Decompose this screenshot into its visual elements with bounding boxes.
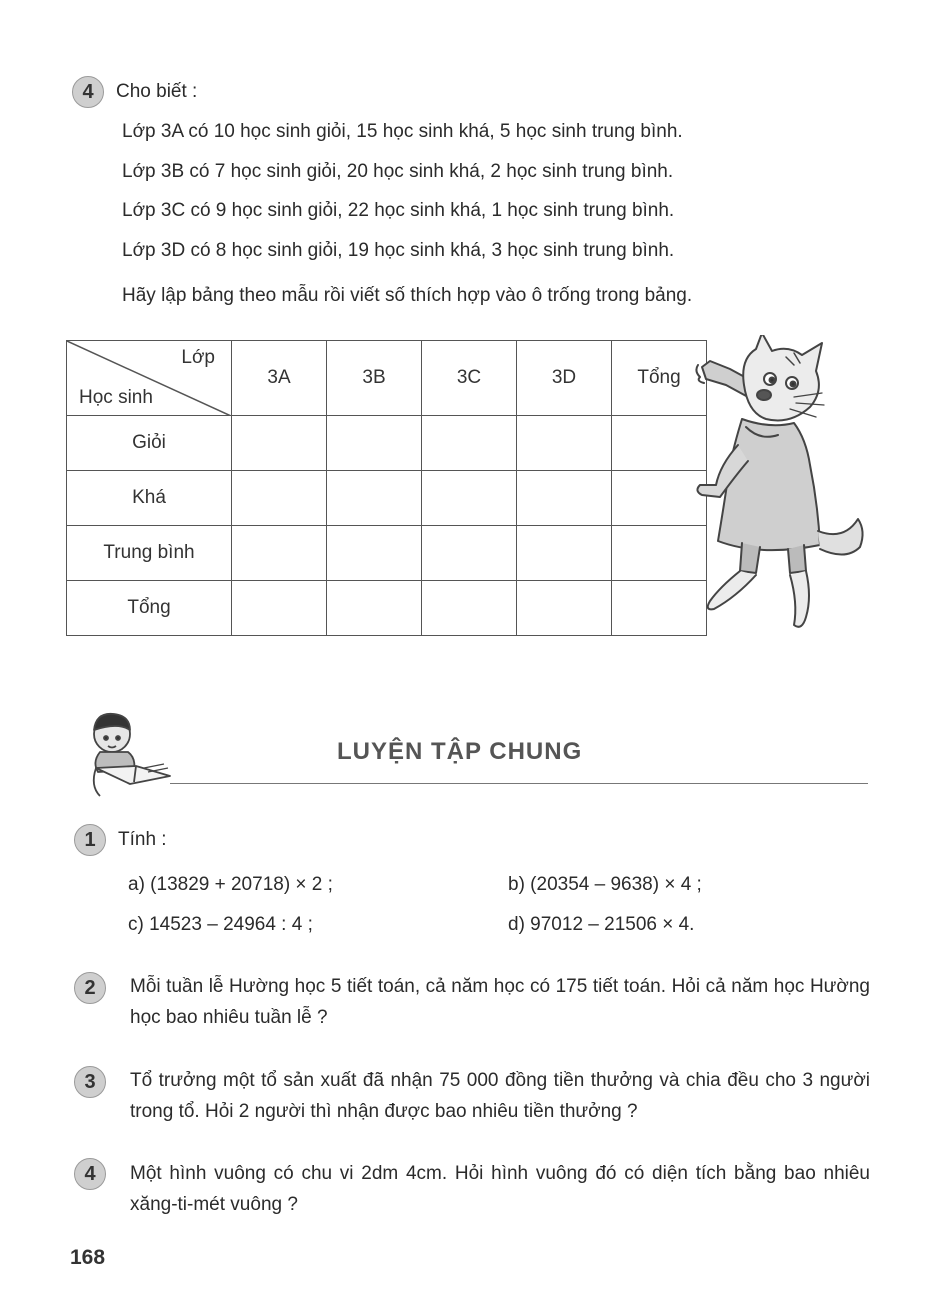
row-header-tong: Tổng	[67, 581, 232, 636]
column-header-total: Tổng	[612, 341, 707, 416]
exercise-4b-number: 4	[84, 1162, 96, 1185]
exercise-1-number: 1	[84, 828, 96, 851]
table-cell	[327, 471, 422, 526]
exercise-4-line-3b: Lớp 3B có 7 học sinh giỏi, 20 học sinh khá, 2 học sinh trung bình.	[122, 161, 674, 182]
table-cell	[517, 581, 612, 636]
exercise-1-label: Tính :	[118, 829, 167, 850]
exercise-1-badge	[74, 824, 106, 856]
exercise-4-line-3c: Lớp 3C có 9 học sinh giỏi, 22 học sinh khá, 1 học sinh trung bình.	[122, 200, 675, 221]
table-row	[67, 471, 707, 526]
row-header-gioi: Giỏi	[67, 416, 232, 471]
table-cell	[422, 581, 517, 636]
table-cell	[517, 526, 612, 581]
corner-label-students: Học sinh	[79, 387, 153, 408]
table-cell	[232, 581, 327, 636]
exercise-3-text: Tổ trưởng một tổ sản xuất đã nhận 75 000 đồng tiền thưởng và chia đều cho 3 người trong tổ. Hỏi 2 người thì nhận được bao nhiêu tiền thưởng ?	[130, 1070, 870, 1122]
column-header-3d: 3D	[517, 341, 612, 416]
exercise-4-intro: Cho biết :	[116, 81, 198, 102]
table-corner-cell	[67, 341, 232, 416]
section-title: LUYỆN TẬP CHUNG	[337, 738, 583, 765]
column-header-3c: 3C	[422, 341, 517, 416]
exercise-2-text: Mỗi tuần lễ Hường học 5 tiết toán, cả năm học có 175 tiết toán. Hỏi cả năm học Hường học bao nhiêu tuần lễ ?	[130, 976, 870, 1028]
table-cell	[517, 471, 612, 526]
table-row	[67, 416, 707, 471]
table-row	[67, 581, 707, 636]
row-header-kha: Khá	[67, 471, 232, 526]
column-header-3b: 3B	[327, 341, 422, 416]
table-cell	[327, 526, 422, 581]
table-cell	[422, 416, 517, 471]
exercise-4-instruction: Hãy lập bảng theo mẫu rồi viết số thích hợp vào ô trống trong bảng.	[122, 285, 693, 306]
exercise-4b-badge	[74, 1158, 106, 1190]
table-cell	[327, 581, 422, 636]
exercise-1-b: b) (20354 – 9638) × 4 ;	[508, 874, 702, 895]
row-header-trung-binh: Trung bình	[67, 526, 232, 581]
exercise-4b-text: Một hình vuông có chu vi 2dm 4cm. Hỏi hình vuông đó có diện tích bằng bao nhiêu xăng-ti-mét vuông ?	[130, 1163, 870, 1215]
table-header-row	[67, 341, 707, 416]
exercise-1-a: a) (13829 + 20718) × 2 ;	[128, 874, 333, 895]
exercise-2-number: 2	[84, 976, 96, 999]
table-cell	[232, 526, 327, 581]
exercise-4-badge	[72, 76, 104, 108]
column-header-3a: 3A	[232, 341, 327, 416]
table-cell	[327, 416, 422, 471]
exercise-4-line-3d: Lớp 3D có 8 học sinh giỏi, 19 học sinh khá, 3 học sinh trung bình.	[122, 240, 675, 261]
exercise-4-number: 4	[82, 80, 94, 103]
exercise-3-number: 3	[84, 1070, 96, 1093]
table-cell	[232, 471, 327, 526]
exercise-1-c: c) 14523 – 24964 : 4 ;	[128, 914, 313, 935]
cat-illustration	[690, 335, 880, 635]
exercise-4-line-3a: Lớp 3A có 10 học sinh giỏi, 15 học sinh khá, 5 học sinh trung bình.	[122, 121, 683, 142]
section-divider	[170, 783, 868, 784]
exercise-2-badge	[74, 972, 106, 1004]
table-cell	[517, 416, 612, 471]
exercise-1-d: d) 97012 – 21506 × 4.	[508, 914, 695, 935]
exercise-3-badge	[74, 1066, 106, 1098]
table-cell	[422, 471, 517, 526]
table-cell	[422, 526, 517, 581]
corner-label-class: Lớp	[181, 347, 215, 368]
reading-child-icon	[78, 706, 188, 802]
student-table	[66, 340, 707, 636]
table-cell	[232, 416, 327, 471]
table-row	[67, 526, 707, 581]
page-number: 168	[70, 1246, 106, 1269]
